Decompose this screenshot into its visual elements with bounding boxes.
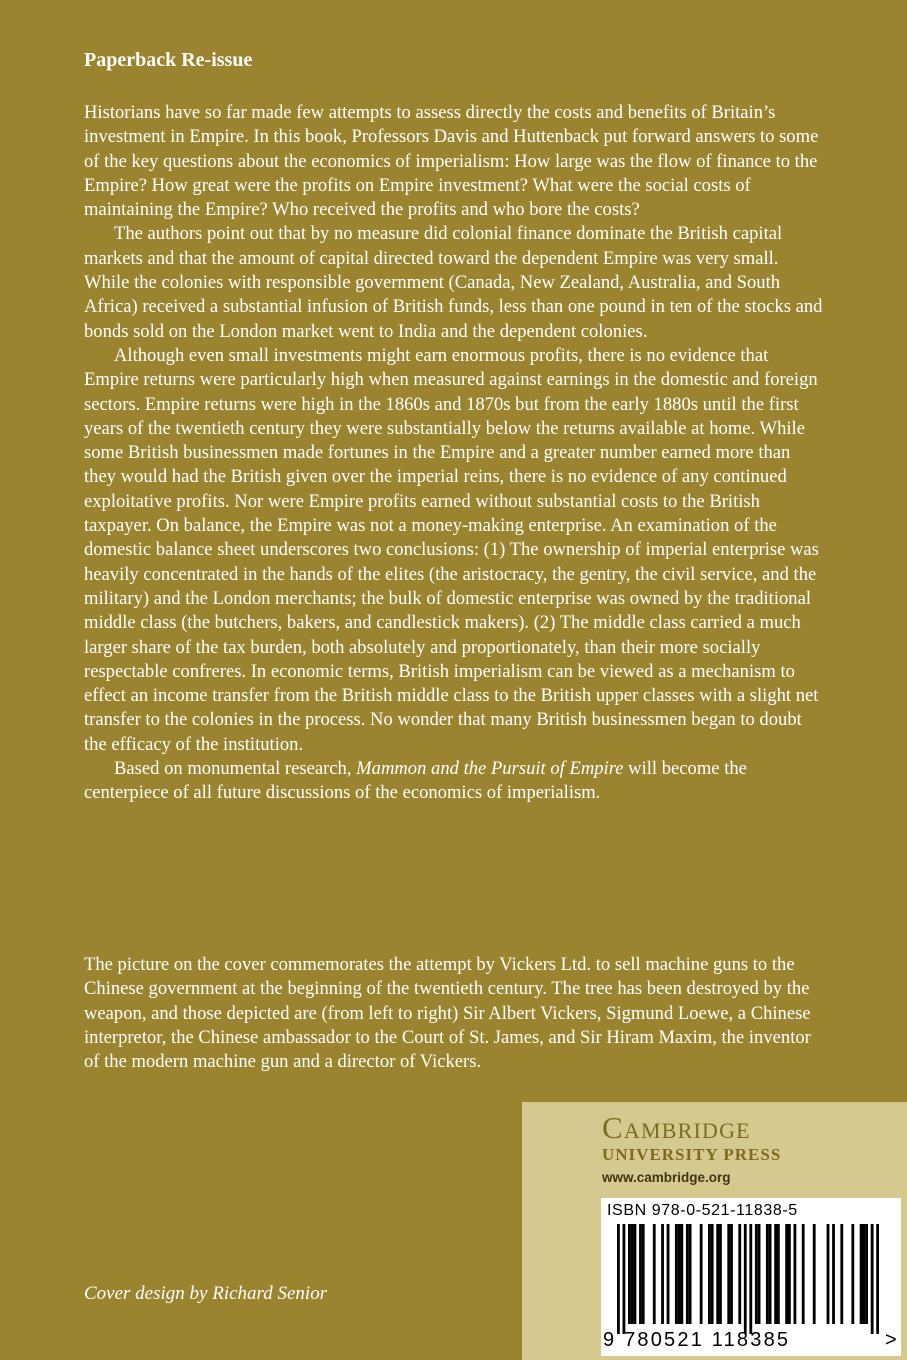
barcode-bar bbox=[686, 1224, 689, 1324]
barcode-bar bbox=[708, 1224, 711, 1324]
barcode-bar bbox=[769, 1224, 772, 1324]
publisher-logo-name: Cambridge bbox=[602, 1110, 751, 1145]
barcode-digits: 9 780521 118385 bbox=[603, 1329, 791, 1351]
cover-design-credit: Cover design by Richard Senior bbox=[84, 1283, 328, 1304]
barcode-bar bbox=[623, 1224, 626, 1334]
barcode-bar bbox=[876, 1224, 879, 1334]
blurb-paragraph: The authors point out that by no measure did colonial finance dominate the British capital markets and that the amount of capital directed toward the dependent Empire was very small. While the colonies with responsible government (Canada, New Zealand, Australia, and South Africa) received a substantial infusion of British funds, less than one pound in ten of the stocks and bonds sold on the London market went to India and the dependent colonies. bbox=[84, 223, 823, 342]
barcode-bar bbox=[755, 1224, 758, 1324]
barcode-bar bbox=[678, 1224, 681, 1324]
barcode-bar bbox=[865, 1224, 868, 1324]
barcode-bar bbox=[634, 1224, 637, 1324]
barcode-bar bbox=[730, 1224, 733, 1324]
barcode-bar bbox=[813, 1224, 816, 1324]
isbn-label: ISBN 978-0-521-11838-5 bbox=[607, 1202, 798, 1219]
heading-paperback-reissue: Paperback Re-issue bbox=[84, 49, 253, 71]
barcode-bar bbox=[628, 1224, 631, 1324]
barcode-bar bbox=[711, 1224, 714, 1324]
blurb-text bbox=[84, 101, 826, 806]
barcode-bars-icon bbox=[617, 1224, 879, 1334]
barcode-bar bbox=[758, 1224, 761, 1324]
barcode-bar bbox=[777, 1224, 780, 1324]
book-title: Mammon and the Pursuit of Empire bbox=[356, 758, 624, 780]
barcode-bar bbox=[661, 1224, 664, 1324]
barcode-bar bbox=[738, 1224, 741, 1324]
barcode-bar bbox=[719, 1224, 722, 1324]
barcode-bar bbox=[766, 1224, 769, 1324]
blurb-text-span: will become the centerpiece of all future discussions of the economics of imperialism. bbox=[84, 758, 747, 804]
barcode-bar bbox=[667, 1224, 670, 1324]
barcode-bar bbox=[744, 1224, 747, 1334]
barcode-bar bbox=[631, 1224, 634, 1324]
cover-picture-note: The picture on the cover commemorates the attempt by Vickers Ltd. to sell machine guns to the Chinese government at the beginning of the twentieth century. The tree has been destroyed by the weapon, and those depicted are (from left to right) Sir Albert Vickers, Sigmund Loewe, a Chinese interpretor, the Chinese ambassador to the Court of St. James, and Sir Hiram Maxim, the inventor of the modern machine gun and a director of Vickers. bbox=[84, 954, 811, 1073]
barcode-bar bbox=[642, 1224, 645, 1324]
barcode-bar bbox=[802, 1224, 805, 1324]
barcode-bar bbox=[700, 1224, 703, 1324]
barcode-bar bbox=[617, 1224, 620, 1334]
barcode-bar bbox=[689, 1224, 692, 1324]
barcode-bar bbox=[785, 1224, 788, 1324]
barcode-bar bbox=[840, 1224, 843, 1324]
barcode-bar bbox=[827, 1224, 830, 1324]
blurb-paragraph bbox=[84, 757, 826, 806]
barcode-bar bbox=[832, 1224, 835, 1324]
barcode-bar bbox=[851, 1224, 854, 1324]
blurb-paragraph: Although even small investments might earn enormous profits, there is no evidence that Empire returns were particularly high when measured against earnings in the domestic and foreign sectors. Empire returns were high in the 1860s and 1870s but from the early 1880s until the first years of the twentieth century they were substantially below the returns available at home. While some British businessmen made fortunes in the Empire and a greater number earned more than they would had the British given over the imperial reins, there is no evidence of any continued exploitative profits. Nor were Empire profits earned without substantial costs to the British taxpayer. On balance, the Empire was not a money-making enterprise. An examination of the domestic balance sheet underscores two conclusions: (1) The ownership of imperial enterprise was heavily concentrated in the hands of the elites (the aristocracy, the gentry, the civil service, and the military) and the London merchants; the bulk of domestic enterprise was owned by the traditional middle class (the butchers, bakers, and candlestick makers). (2) The middle class carried a much larger share of the tax burden, both absolutely and proportionately, than their more socially respectable confreres. In economic terms, British imperialism can be viewed as a mechanism to effect an income transfer from the British middle class to the British upper classes with a slight net transfer to the colonies in the process. No wonder that many British businessmen began to doubt the efficacy of the institution. bbox=[84, 344, 819, 755]
publisher-url: www.cambridge.org bbox=[602, 1170, 731, 1185]
barcode-box bbox=[601, 1198, 901, 1356]
barcode-bar bbox=[680, 1224, 683, 1324]
barcode-bar bbox=[788, 1224, 791, 1324]
barcode-bar bbox=[860, 1224, 863, 1324]
blurb-paragraph: Historians have so far made few attempts to assess directly the costs and benefits of Britain’s investment in Empire. In this book, Professors Davis and Huttenback put forward answers to some of the key questions about the economics of imperialism: How large was the flow of finance to the Empire? How great were the profits on Empire investment? What were the social costs of maintaining the Empire? Who received the profits and who bore the costs? bbox=[84, 102, 819, 221]
barcode-bar bbox=[727, 1224, 730, 1324]
publisher-panel bbox=[522, 1102, 907, 1360]
blurb-text-span: Based on monumental research, bbox=[114, 758, 357, 780]
barcode-bar bbox=[653, 1224, 656, 1324]
barcode-bar bbox=[774, 1224, 777, 1324]
barcode-bar bbox=[716, 1224, 719, 1324]
barcode-arrow: > bbox=[885, 1329, 897, 1351]
barcode-bar bbox=[675, 1224, 678, 1324]
barcode-bar bbox=[862, 1224, 865, 1324]
publisher-logo-subtitle: UNIVERSITY PRESS bbox=[602, 1145, 782, 1164]
barcode-bar bbox=[639, 1224, 642, 1324]
barcode-bar bbox=[749, 1224, 752, 1334]
barcode-bar bbox=[794, 1224, 797, 1324]
barcode-bar bbox=[871, 1224, 874, 1334]
